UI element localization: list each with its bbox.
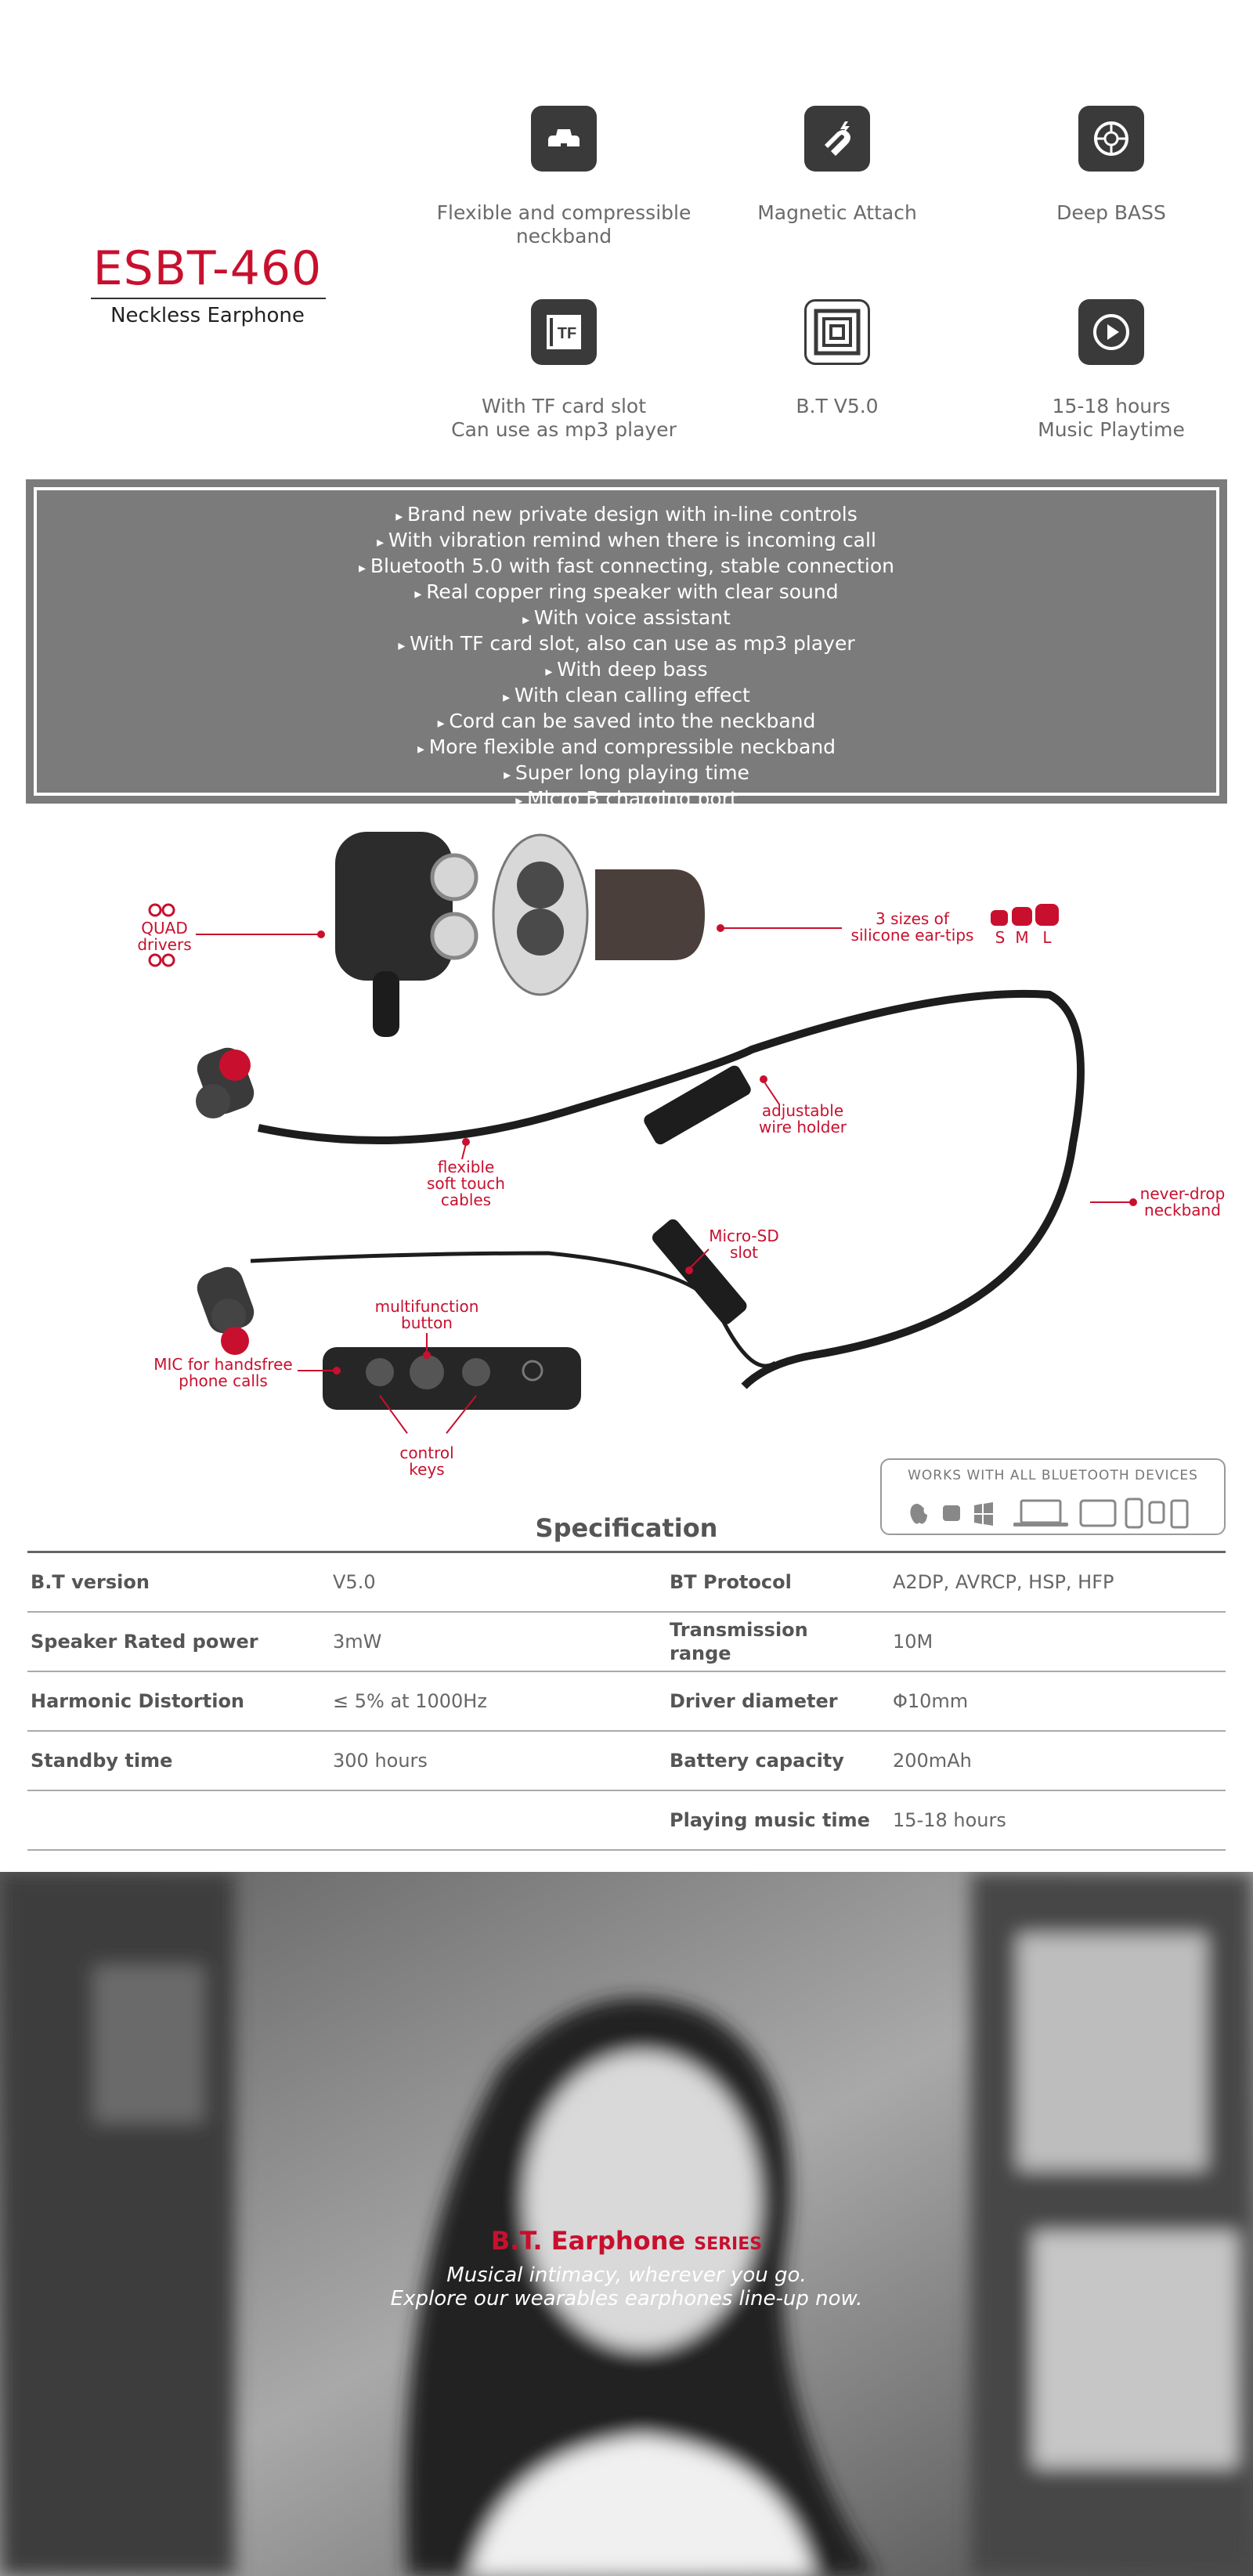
earbud-upper-illustration — [193, 1043, 258, 1118]
multifunction-label: multifunction button — [374, 1297, 479, 1332]
spec-key: Transmission range — [670, 1619, 808, 1664]
bluetooth-chip-icon — [804, 299, 870, 365]
speaker-bass-icon — [1078, 106, 1144, 172]
eartips-label: 3 sizes of silicone ear-tips — [850, 909, 974, 945]
mic-label: MIC for handsfree phone calls — [153, 1355, 293, 1390]
spec-value: V5.0 — [333, 1571, 376, 1593]
play-icon — [1078, 299, 1144, 365]
spec-row — [27, 1613, 1226, 1672]
spec-value: ≤ 5% at 1000Hz — [333, 1690, 487, 1712]
quad-driver-illustration — [335, 832, 705, 1037]
feature-tf-card — [423, 299, 705, 442]
feature-label: With TF card slot Can use as mp3 player — [451, 395, 677, 441]
spec-key: B.T version — [31, 1571, 150, 1593]
neckband-icon — [531, 106, 597, 172]
feature-bass — [970, 106, 1252, 225]
product-subtitle: Neckless Earphone — [110, 304, 305, 327]
highlight-item: ▸ Super long playing time — [504, 761, 749, 787]
feature-label: Flexible and compressible neckband — [436, 201, 691, 247]
eartip-size-s: S — [995, 928, 1006, 947]
spec-key: Playing music time — [670, 1809, 870, 1831]
spec-table — [27, 1551, 1226, 1851]
spec-value: 200mAh — [893, 1750, 972, 1772]
hero-title-suffix: SERIES — [694, 2235, 763, 2254]
spec-key: Battery capacity — [670, 1750, 844, 1772]
spec-value: Φ10mm — [893, 1690, 969, 1712]
highlight-item: ▸ Cord can be saved into the neckband — [438, 710, 816, 735]
tf-card-icon — [531, 299, 597, 365]
spec-value: 10M — [893, 1631, 933, 1653]
remote-illustration — [323, 1347, 581, 1410]
spec-key: BT Protocol — [670, 1571, 792, 1593]
feature-neckband — [423, 106, 705, 248]
microsd-label: Micro-SD slot — [709, 1227, 779, 1262]
eartip-size-m: M — [1015, 928, 1029, 947]
title-divider — [91, 298, 326, 299]
highlight-item: ▸ With voice assistant — [522, 606, 731, 632]
feature-label: Deep BASS — [1056, 201, 1166, 224]
highlight-item: ▸ With clean calling effect — [503, 684, 750, 710]
wire-holder-illustration — [641, 1064, 753, 1147]
spec-key: Standby time — [31, 1750, 173, 1772]
spec-row — [27, 1732, 1226, 1791]
eartip-sizes-icon — [991, 904, 1059, 926]
hero-photo — [0, 1872, 1253, 2576]
spec-title: Specification — [535, 1513, 718, 1543]
earbud-lower-illustration — [193, 1263, 258, 1355]
spec-key: Speaker Rated power — [31, 1631, 258, 1653]
control-keys-label: control keys — [399, 1443, 454, 1479]
highlight-item: ▸ With deep bass — [545, 658, 707, 684]
spec-row — [27, 1672, 1226, 1732]
feature-magnet — [696, 106, 978, 225]
highlight-item: ▸ Micro B charging port — [515, 787, 738, 813]
highlights-panel — [26, 479, 1227, 810]
hero-title-main: B.T. Earphone — [490, 2226, 686, 2256]
spec-key: Harmonic Distortion — [31, 1690, 245, 1712]
spec-row — [27, 1553, 1226, 1613]
highlight-item: ▸ Bluetooth 5.0 with fast connecting, stable connection — [359, 555, 894, 580]
wire-holder-label: adjustable wire holder — [758, 1101, 847, 1136]
cables-label: flexible soft touch cables — [427, 1158, 505, 1209]
feature-playtime — [970, 299, 1252, 442]
highlight-item: ▸ With TF card slot, also can use as mp3 player — [398, 632, 854, 658]
highlights-list — [34, 487, 1219, 810]
spec-value: 3mW — [333, 1631, 382, 1653]
neckband-label: never-drop neckband — [1139, 1184, 1226, 1219]
tf-card-icon-text: TF — [557, 325, 577, 342]
highlight-item: ▸ Brand new private design with in-line controls — [395, 503, 858, 529]
hero-tagline-line2: Explore our wearables earphones line-up now. — [390, 2287, 863, 2310]
spec-row — [27, 1791, 1226, 1851]
feature-bluetooth — [696, 299, 978, 418]
spec-key: Driver diameter — [670, 1690, 838, 1712]
highlight-item: ▸ More flexible and compressible neckband — [417, 735, 836, 761]
spec-value: 300 hours — [333, 1750, 428, 1772]
eartip-size-l: L — [1042, 928, 1052, 947]
highlight-item: ▸ Real copper ring speaker with clear sound — [414, 580, 838, 606]
compatibility-title: WORKS WITH ALL BLUETOOTH DEVICES — [908, 1468, 1198, 1483]
feature-label: 15-18 hours Music Playtime — [1038, 395, 1185, 441]
product-model: ESBT-460 — [92, 241, 323, 296]
highlight-item: ▸ With vibration remind when there is incoming call — [377, 529, 876, 555]
magnet-icon — [804, 106, 870, 172]
quad-drivers-label: QUAD drivers — [137, 919, 192, 954]
lifestyle-hero-image — [0, 1872, 1253, 2576]
hero-tagline-line1: Musical intimacy, wherever you go. — [446, 2263, 807, 2287]
feature-label: Magnetic Attach — [757, 201, 917, 224]
spec-value: 15-18 hours — [893, 1809, 1006, 1831]
hero-tagline — [0, 2263, 1253, 2310]
feature-label: B.T V5.0 — [796, 395, 879, 417]
hero-title — [0, 2226, 1253, 2256]
spec-value: A2DP, AVRCP, HSP, HFP — [893, 1571, 1114, 1593]
